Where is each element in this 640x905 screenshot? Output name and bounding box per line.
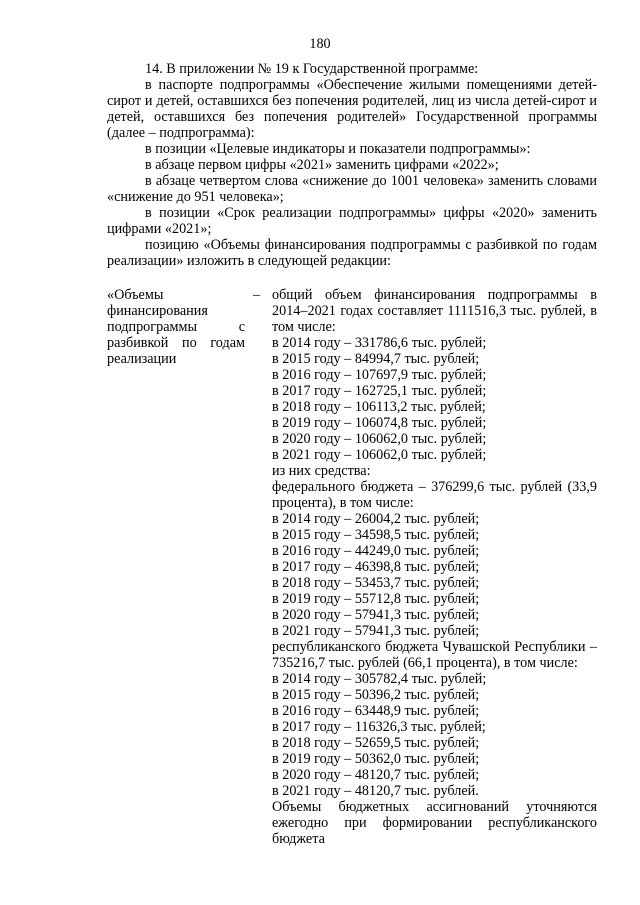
sources-label: из них средства:	[272, 463, 371, 479]
list-item: в 2018 году – 52659,5 тыс. рублей;	[272, 735, 480, 751]
list-item: в 2014 году – 331786,6 тыс. рублей;	[272, 335, 487, 351]
list-item: в 2016 году – 44249,0 тыс. рублей;	[272, 543, 480, 559]
paragraph-fourth-clause: в абзаце четвертом слова «снижение до 1001 человека» заменить словами «снижение до 951 человека»;	[107, 173, 597, 205]
list-item: в 2018 году – 53453,7 тыс. рублей;	[272, 575, 480, 591]
total-financing-intro: общий объем финансирования подпрограммы в 2014–2021 годах составляет 1111516,3 тыс. рублей, в том числе:	[272, 287, 597, 335]
list-item: в 2019 году – 50362,0 тыс. рублей;	[272, 751, 480, 767]
list-item: в 2020 году – 106062,0 тыс. рублей;	[272, 431, 487, 447]
list-item: в 2018 году – 106113,2 тыс. рублей;	[272, 399, 486, 415]
republic-budget-intro: республиканского бюджета Чувашской Республики – 735216,7 тыс. рублей (66,1 процента), в том числе:	[272, 639, 597, 671]
paragraph-financing: позицию «Объемы финансирования подпрограммы с разбивкой по годам реализации» изложить в следующей редакции:	[107, 237, 597, 269]
federal-year-list	[272, 511, 597, 639]
list-item: в 2014 году – 26004,2 тыс. рублей;	[272, 511, 480, 527]
list-item: в 2015 году – 84994,7 тыс. рублей;	[272, 351, 480, 367]
list-item: в 2015 году – 50396,2 тыс. рублей;	[272, 687, 480, 703]
final-note: Объемы бюджетных ассигнований уточняются ежегодно при формировании республиканского бюджета	[272, 799, 597, 847]
list-item: в 2019 году – 55712,8 тыс. рублей;	[272, 591, 480, 607]
list-item: в 2021 году – 48120,7 тыс. рублей.	[272, 783, 479, 799]
list-item: в 2020 году – 48120,7 тыс. рублей;	[272, 767, 480, 783]
amendment-text	[107, 61, 597, 269]
list-item: в 2017 году – 46398,8 тыс. рублей;	[272, 559, 480, 575]
list-item: в 2017 году – 162725,1 тыс. рублей;	[272, 383, 487, 399]
list-item: в 2019 году – 106074,8 тыс. рублей;	[272, 415, 487, 431]
list-item: в 2016 году – 63448,9 тыс. рублей;	[272, 703, 480, 719]
paragraph-first-clause: в абзаце первом цифры «2021» заменить цифрами «2022»;	[145, 157, 499, 173]
list-item: в 2014 году – 305782,4 тыс. рублей;	[272, 671, 487, 687]
paragraph-term: в позиции «Срок реализации подпрограммы» цифры «2020» заменить цифрами «2021»;	[107, 205, 597, 237]
table-right-content	[272, 287, 597, 847]
republic-year-list	[272, 671, 597, 799]
list-item: в 2021 году – 57941,3 тыс. рублей;	[272, 623, 480, 639]
table-dash: –	[253, 287, 261, 303]
paragraph-passport: в паспорте подпрограммы «Обеспечение жилыми помещениями детей-сирот и детей, оставшихся без попечения родителей, лиц из числа детей-сирот и детей, оставшихся без попечения родителей» Государственной программы (далее – подпрограмма):	[107, 77, 597, 141]
list-item: в 2016 году – 107697,9 тыс. рублей;	[272, 367, 487, 383]
paragraph-intro: 14. В приложении № 19 к Государственной программе:	[145, 61, 479, 77]
list-item: в 2020 году – 57941,3 тыс. рублей;	[272, 607, 480, 623]
table-left-label: «Объемы финансирования подпрограммы с разбивкой по годам реализации	[107, 287, 245, 367]
list-item: в 2021 году – 106062,0 тыс. рублей;	[272, 447, 487, 463]
page-number: 180	[309, 36, 331, 52]
total-year-list	[272, 335, 597, 463]
list-item: в 2017 году – 116326,3 тыс. рублей;	[272, 719, 486, 735]
list-item: в 2015 году – 34598,5 тыс. рублей;	[272, 527, 480, 543]
federal-budget-intro: федерального бюджета – 376299,6 тыс. рублей (33,9 процента), в том числе:	[272, 479, 597, 511]
paragraph-indicators: в позиции «Целевые индикаторы и показатели подпрограммы»:	[145, 141, 531, 157]
